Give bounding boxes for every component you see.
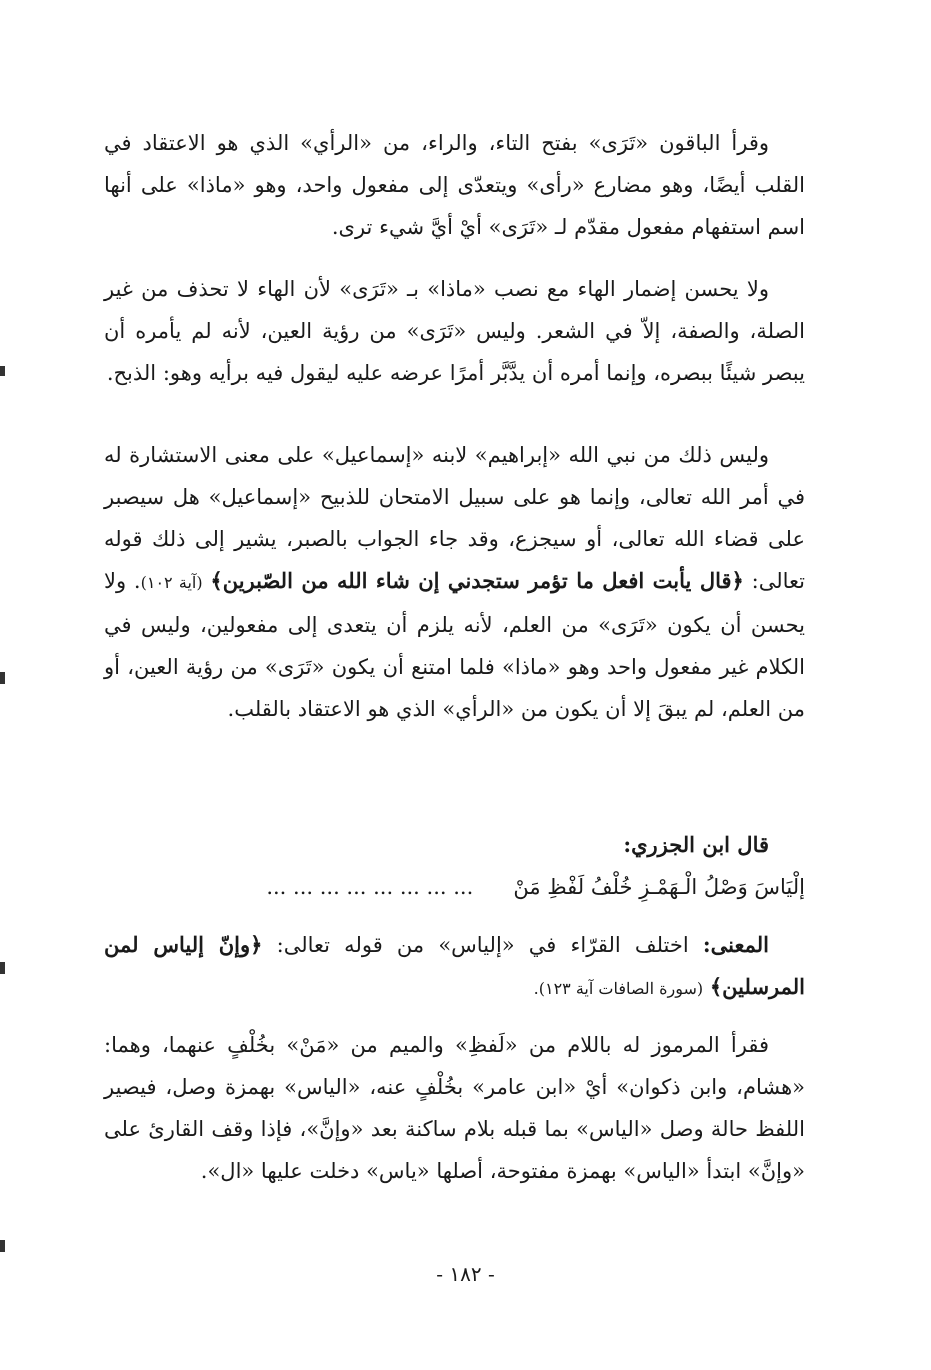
margin-mark — [0, 366, 5, 376]
ibn-jazari-section — [104, 824, 805, 908]
section-heading: قال ابن الجزري: — [623, 832, 769, 857]
meaning-label: المعنى: — [702, 932, 769, 957]
paragraph-text — [104, 924, 805, 1010]
paragraph-text-part: . ولا يحسن أن يكون «تَرَى» من العلم، لأنه يلزم أن يتعدى إلى مفعولين، وليس في الكلام غير مفعول واحد وهو «ماذا» فلما امتنع أن يكون «تَرَى» من رؤية العين، أو من العلم، لم يبقَ إلا أن يكون من «الرأي» الذي هو الاعتقاد بالقلب. — [104, 569, 805, 721]
paragraph-meaning — [104, 924, 805, 1010]
paragraph-6 — [104, 1024, 805, 1192]
margin-mark — [0, 672, 5, 684]
margin-mark — [0, 1240, 5, 1252]
paragraph-2 — [104, 268, 805, 394]
quran-quote: ﴿وإنّ إلياس لمن المرسلين﴾ — [104, 932, 805, 999]
margin-mark — [0, 962, 5, 974]
quran-quote: ﴿قال يأبت افعل ما تؤمر ستجدني إن شاء الله من الصّبرين﴾ — [210, 568, 744, 593]
paragraph-3 — [104, 434, 805, 730]
paragraph-1 — [104, 122, 805, 248]
verse-dots: ... ... ... ... ... ... ... ... — [266, 875, 474, 899]
page-number: - ١٨٢ - — [436, 1262, 495, 1286]
paragraph-text: وقرأ الباقون «تَرَى» بفتح التاء، والراء، من «الرأي» الذي هو الاعتقاد في القلب أيضًا، وهو مضارع «رأى» ويتعدّى إلى مفعول واحد، وهو «ماذا» على أنها اسم استفهام مفعول مقدّم لـ «تَرَى» أيْ أيَّ شيء ترى. — [104, 131, 805, 239]
verse-text: إلْيَاسَ وَصْلُ الْـهَمْـزِ خُلْفُ لَفْظِ مَنْ — [513, 875, 805, 899]
paragraph-text-part: اختلف القرّاء في «إلياس» من قوله تعالى: — [276, 933, 689, 957]
paragraph-text: فقرأ المرموز له باللام من «لَفظِ» والميم من «مَنْ» بخُلْفٍ عنهما، وهما: «هشام، وابن ذكوان» أيْ «ابن عامر» بخُلْفٍ عنه، «الياس» بهمزة وصل، فيصير اللفظ حالة وصل «الياس» بما قبله بلام ساكنة بعد «وإنَّ»، فإذا وقف القارئ على «وإنَّ» ابتدأ «الياس» بهمزة مفتوحة، أصلها «ياس» دخلت عليها «ال». — [104, 1033, 805, 1183]
paragraph-text-part: وليس ذلك من نبي الله «إبراهيم» لابنه «إسماعيل» على معنى الاستشارة له في أمر الله تعالى، وإنما هو على سبيل الامتحان للذبيح «إسماعيل» هل سيصبر على قضاء الله تعالى، أو سيجزع، وقد جاء الجواب بالصبر، يشير إلى ذلك قوله تعالى: — [104, 443, 805, 593]
paragraph-text: ولا يحسن إضمار الهاء مع نصب «ماذا» بـ «تَرَى» لأن الهاء لا تحذف من غير الصلة، والصفة، إلاّ في الشعر. وليس «تَرَى» من رؤية العين، لأنه لم يأمره أن يبصر شيئًا ببصره، وإنما أمره أن يدَّبَّر أمرًا عرضه عليه ليقول فيه برأيه وهو: الذبح. — [104, 277, 805, 385]
verse-reference: (آية ١٠٢) — [140, 573, 203, 592]
verse-reference: (سورة الصافات آية ١٢٣). — [533, 979, 704, 998]
paragraph-text — [104, 434, 805, 730]
verse-line — [104, 866, 805, 908]
